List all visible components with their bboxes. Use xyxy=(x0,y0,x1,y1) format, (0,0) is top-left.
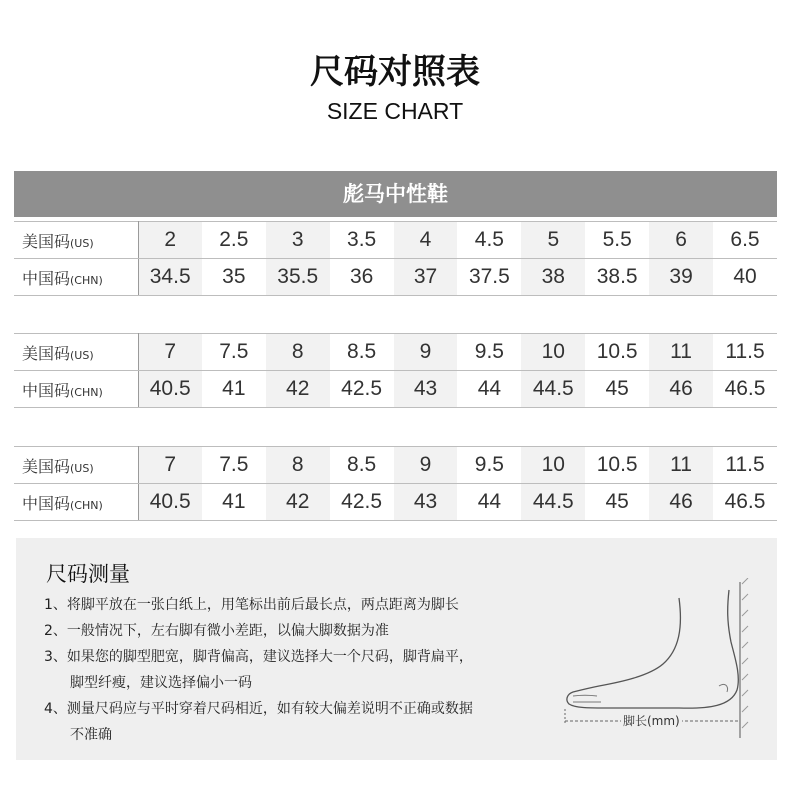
size-cell: 10.5 xyxy=(585,334,649,371)
measure-line-2: 2、一般情况下，左右脚有微小差距，以偏大脚数据为准 xyxy=(44,623,389,639)
size-cell: 36 xyxy=(330,259,394,296)
size-cell: 42 xyxy=(266,484,330,521)
size-cell: 39 xyxy=(649,259,713,296)
size-cell: 8.5 xyxy=(330,334,394,371)
size-cell: 41 xyxy=(202,371,266,408)
chn-row xyxy=(14,484,777,521)
page-subtitle: SIZE CHART xyxy=(326,98,464,124)
foot-outline-icon xyxy=(567,590,738,708)
size-cell: 42.5 xyxy=(330,484,394,521)
size-cell: 40.5 xyxy=(138,484,202,521)
measure-title: 尺码测量 xyxy=(46,562,130,586)
size-cell: 46.5 xyxy=(713,484,777,521)
size-cell: 8.5 xyxy=(330,447,394,484)
size-cell: 4 xyxy=(394,222,458,259)
size-cell: 11 xyxy=(649,447,713,484)
size-cell: 6 xyxy=(649,222,713,259)
size-table-3 xyxy=(14,446,777,521)
size-cell: 35.5 xyxy=(266,259,330,296)
size-cell: 6.5 xyxy=(713,222,777,259)
size-cell: 9.5 xyxy=(457,447,521,484)
size-cell: 44 xyxy=(457,484,521,521)
size-cell: 7.5 xyxy=(202,447,266,484)
measure-line-1: 1、将脚平放在一张白纸上，用笔标出前后最长点，两点距离为脚长 xyxy=(44,597,459,613)
size-cell: 46 xyxy=(649,371,713,408)
size-cell: 42.5 xyxy=(330,371,394,408)
size-table-1 xyxy=(14,221,777,296)
size-cell: 46.5 xyxy=(713,371,777,408)
measure-line-4: 4、测量尺码应与平时穿着尺码相近，如有较大偏差说明不正确或数据 xyxy=(44,701,473,717)
size-cell: 40 xyxy=(713,259,777,296)
section-band: 彪马中性鞋 xyxy=(14,171,777,217)
size-cell: 35 xyxy=(202,259,266,296)
us-row-label: 美国码(US) xyxy=(14,447,138,484)
size-cell: 8 xyxy=(266,334,330,371)
size-cell: 2 xyxy=(138,222,202,259)
us-row xyxy=(14,222,777,259)
foot-length-label: 脚长(mm) xyxy=(623,714,680,728)
size-cell: 38.5 xyxy=(585,259,649,296)
size-cell: 11.5 xyxy=(713,447,777,484)
size-cell: 3.5 xyxy=(330,222,394,259)
size-cell: 2.5 xyxy=(202,222,266,259)
size-cell: 11 xyxy=(649,334,713,371)
size-cell: 10.5 xyxy=(585,447,649,484)
us-row xyxy=(14,334,777,371)
measure-line-4b: 不准确 xyxy=(70,727,112,743)
size-cell: 45 xyxy=(585,484,649,521)
size-cell: 9 xyxy=(394,334,458,371)
size-cell: 37.5 xyxy=(457,259,521,296)
size-cell: 44 xyxy=(457,371,521,408)
size-cell: 7.5 xyxy=(202,334,266,371)
chn-row-label: 中国码(CHN) xyxy=(14,371,138,408)
measure-panel xyxy=(16,538,777,760)
chn-row xyxy=(14,259,777,296)
size-cell: 7 xyxy=(138,447,202,484)
size-cell: 46 xyxy=(649,484,713,521)
size-table-2 xyxy=(14,333,777,408)
size-cell: 44.5 xyxy=(521,484,585,521)
size-cell: 38 xyxy=(521,259,585,296)
size-cell: 4.5 xyxy=(457,222,521,259)
size-cell: 9 xyxy=(394,447,458,484)
size-cell: 7 xyxy=(138,334,202,371)
page-title: 尺码对照表 xyxy=(310,52,480,92)
size-cell: 37 xyxy=(394,259,458,296)
size-cell: 11.5 xyxy=(713,334,777,371)
size-cell: 10 xyxy=(521,447,585,484)
us-row-label: 美国码(US) xyxy=(14,334,138,371)
size-cell: 9.5 xyxy=(457,334,521,371)
size-cell: 43 xyxy=(394,371,458,408)
wall-icon xyxy=(740,578,748,738)
size-cell: 5.5 xyxy=(585,222,649,259)
chn-row-label: 中国码(CHN) xyxy=(14,259,138,296)
size-cell: 44.5 xyxy=(521,371,585,408)
us-row xyxy=(14,447,777,484)
size-cell: 43 xyxy=(394,484,458,521)
measure-line-3: 3、如果您的脚型肥宽，脚背偏高，建议选择大一个尺码，脚背扁平， xyxy=(44,649,473,665)
size-cell: 5 xyxy=(521,222,585,259)
size-cell: 42 xyxy=(266,371,330,408)
chn-row-label: 中国码(CHN) xyxy=(14,484,138,521)
size-cell: 40.5 xyxy=(138,371,202,408)
us-row-label: 美国码(US) xyxy=(14,222,138,259)
size-cell: 34.5 xyxy=(138,259,202,296)
size-cell: 45 xyxy=(585,371,649,408)
size-cell: 41 xyxy=(202,484,266,521)
size-cell: 8 xyxy=(266,447,330,484)
chn-row xyxy=(14,371,777,408)
size-cell: 10 xyxy=(521,334,585,371)
size-cell: 3 xyxy=(266,222,330,259)
measure-line-3b: 脚型纤瘦，建议选择偏小一码 xyxy=(70,675,252,691)
